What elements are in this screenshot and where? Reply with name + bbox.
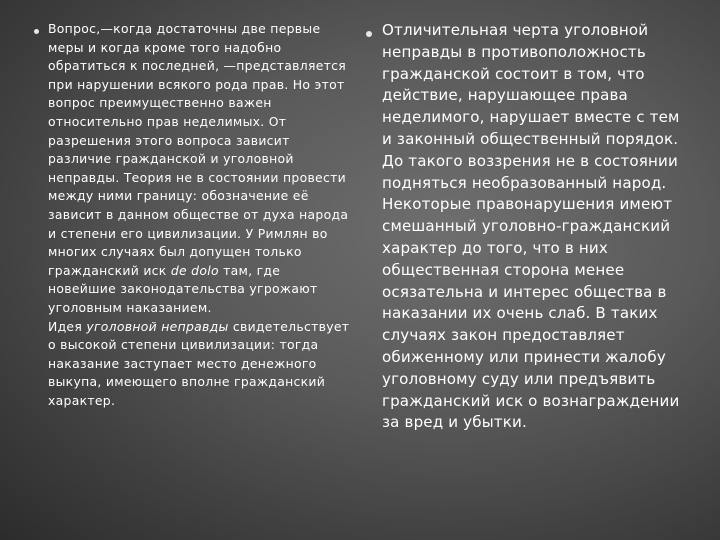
- left-paragraph: [48, 20, 352, 410]
- left-text-end: там, где новейшие законодательства угрожают уголовным наказанием.: [48, 262, 318, 315]
- left-italic-term: de dolo: [170, 262, 219, 278]
- left-column: [48, 20, 352, 410]
- right-paragraph: Отличительная черта уголовной неправды в противоположность гражданской состоит в том, что действие, нарушающее права неделимого, нарушает вместе с тем и законный общественный порядок. До такого воззрения не в состоянии подняться необразованный народ. Некоторые правонарушения имеют смешанный уголовно-гражданский характер до того, что в них общественная сторона менее осязательна и интерес общества в наказании их очень слаб. В таких случаях закон предоставляет обиженному или принести жалобу уголовному суду или предъявить гражданский иск о вознаграждении за вред и убытки.: [382, 21, 680, 432]
- left-idea-italic: уголовной неправды: [86, 318, 229, 334]
- right-column: [382, 20, 694, 434]
- left-idea-start: Идея: [48, 318, 87, 334]
- left-text-main: Вопрос,—когда достаточны две первые меры и когда кроме того надобно обратиться к последней, —представляется при нарушении всякого рода прав. Но этот вопрос преимущественно важен относительно прав неделимых. От разрешения этого вопроса зависит различие гражданской и уголовной неправды. Теория не в состоянии провести между ними границу: обозначение её зависит в данном обществе от духа народа и степени его цивилизации. У Римлян во многих случаях был допущен только гражданский иск: [48, 21, 349, 278]
- bullet-icon: [366, 31, 372, 37]
- left-idea-end: свидетельствует о высокой степени цивилизации: тогда наказание заступает место денежного выкупа, имеющего вполне гражданский характер.: [48, 318, 350, 408]
- bullet-icon: [34, 29, 39, 34]
